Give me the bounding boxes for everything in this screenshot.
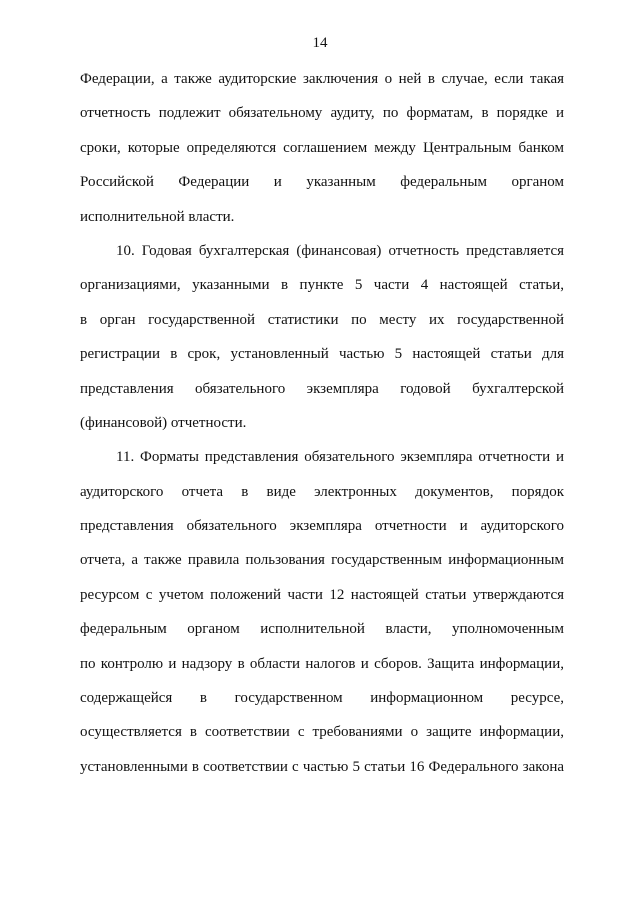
paragraph-3-line-8: содержащейся в государственном информационном ресурсе, (80, 690, 564, 707)
paragraph-3-line-5: ресурсом с учетом положений части 12 настоящей статьи утверждаются (80, 586, 564, 603)
paragraph-1-line-3: сроки, которые определяются соглашением между Центральным банком (80, 139, 564, 156)
paragraph-3-line-2: аудиторского отчета в виде электронных документов, порядок (80, 483, 564, 500)
document-body (80, 62, 564, 784)
paragraph-2-line-6: (финансовой) отчетности. (80, 414, 247, 431)
paragraph-2-line-1: 10. Годовая бухгалтерская (финансовая) отчетность представляется (116, 242, 564, 259)
page-number: 14 (312, 35, 328, 51)
paragraph-1-line-4: Российской Федерации и указанным федеральным органом (80, 174, 564, 191)
paragraph-1-line-1: Федерации, а также аудиторские заключения о ней в случае, если такая (80, 71, 564, 87)
paragraph-2-line-2: организациями, указанными в пункте 5 части 4 настоящей статьи, (80, 277, 564, 294)
paragraph-2-line-3: в орган государственной статистики по месту их государственной (80, 311, 564, 328)
paragraph-3-line-10: установленными в соответствии с частью 5 статьи 16 Федерального закона (80, 758, 564, 775)
paragraph-3-line-1: 11. Форматы представления обязательного экземпляра отчетности и (116, 449, 564, 466)
paragraph-1-line-5: исполнительной власти. (80, 208, 235, 225)
paragraph-1-line-2: отчетность подлежит обязательному аудиту, по форматам, в порядке и (80, 105, 564, 122)
paragraph-3-line-3: представления обязательного экземпляра отчетности и аудиторского (80, 518, 564, 535)
paragraph-2-line-4: регистрации в срок, установленный частью 5 настоящей статьи для (80, 346, 564, 363)
paragraph-3-line-7: по контролю и надзору в области налогов и сборов. Защита информации, (80, 655, 564, 672)
paragraph-3-line-6: федеральным органом исполнительной власти, уполномоченным (80, 621, 564, 638)
paragraph-3-line-4: отчета, а также правила пользования государственным информационным (80, 552, 564, 569)
paragraph-3-line-9: осуществляется в соответствии с требованиями о защите информации, (80, 724, 564, 741)
paragraph-2-line-5: представления обязательного экземпляра годовой бухгалтерской (80, 380, 564, 397)
